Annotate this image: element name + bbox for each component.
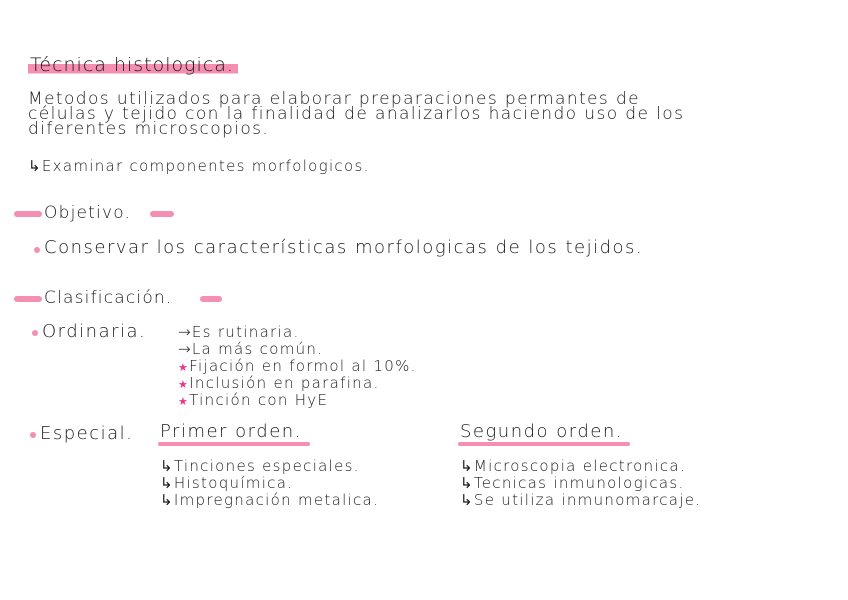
ordinaria-item [178, 340, 324, 358]
ordinaria-item [178, 357, 417, 375]
ordinaria-item-text: La más común. [191, 340, 324, 358]
heading-dash-right [150, 211, 174, 217]
star-icon: ★ [178, 378, 190, 391]
segundo-orden-item: ↳Tecnicas inmunologicas. [460, 474, 685, 492]
examinar-note: ↳Examinar componentes morfologicos. [28, 157, 370, 175]
ordinaria-item-text: Es rutinaria. [191, 323, 300, 341]
ordinaria-label: Ordinaria. [42, 321, 147, 342]
ordinaria-item [178, 391, 329, 409]
primer-orden-heading: Primer orden. [160, 421, 302, 442]
definition-line-1: Metodos utilizados para elaborar preparaciones permantes de [28, 89, 641, 109]
arrow-icon: → [178, 340, 192, 358]
star-icon: ★ [178, 395, 190, 408]
primer-orden-item: ↳Tinciones especiales. [160, 457, 360, 475]
segundo-orden-item: ↳Se utiliza inmunomarcaje. [460, 491, 702, 509]
bullet-icon [32, 330, 38, 336]
objetivo-item: Conservar los características morfologicas de los tejidos. [44, 237, 644, 258]
clasificacion-heading: Clasificación. [44, 288, 173, 308]
primer-orden-item: ↳Impregnación metalica. [160, 491, 380, 509]
definition-line-3: diferentes microscopios. [28, 119, 270, 139]
segundo-orden-item: ↳Microscopia electronica. [460, 457, 686, 475]
arrow-icon: → [178, 323, 192, 341]
bullet-icon [34, 247, 40, 253]
ordinaria-item-text: Fijación en formol al 10%. [189, 357, 417, 375]
heading-dash-left [14, 211, 42, 217]
heading-dash-left [14, 296, 42, 302]
segundo-orden-heading: Segundo orden. [460, 421, 624, 442]
ordinaria-item-text: Inclusión en parafina. [189, 374, 380, 392]
page-title: Técnica histologica. [28, 54, 238, 76]
heading-dash-right [200, 296, 222, 302]
ordinaria-item [178, 323, 300, 341]
definition-line-2: células y tejido con la finalidad de analizarlos haciendo uso de los [28, 104, 685, 124]
objetivo-heading: Objetivo. [44, 203, 132, 223]
ordinaria-item [178, 374, 380, 392]
star-icon: ★ [178, 361, 190, 374]
bullet-icon [30, 432, 36, 438]
heading-underline [158, 442, 310, 446]
primer-orden-item: ↳Histoquímica. [160, 474, 294, 492]
especial-label: Especial. [40, 423, 134, 444]
heading-underline [458, 442, 630, 446]
ordinaria-item-text: Tinción con HyE [189, 391, 329, 409]
